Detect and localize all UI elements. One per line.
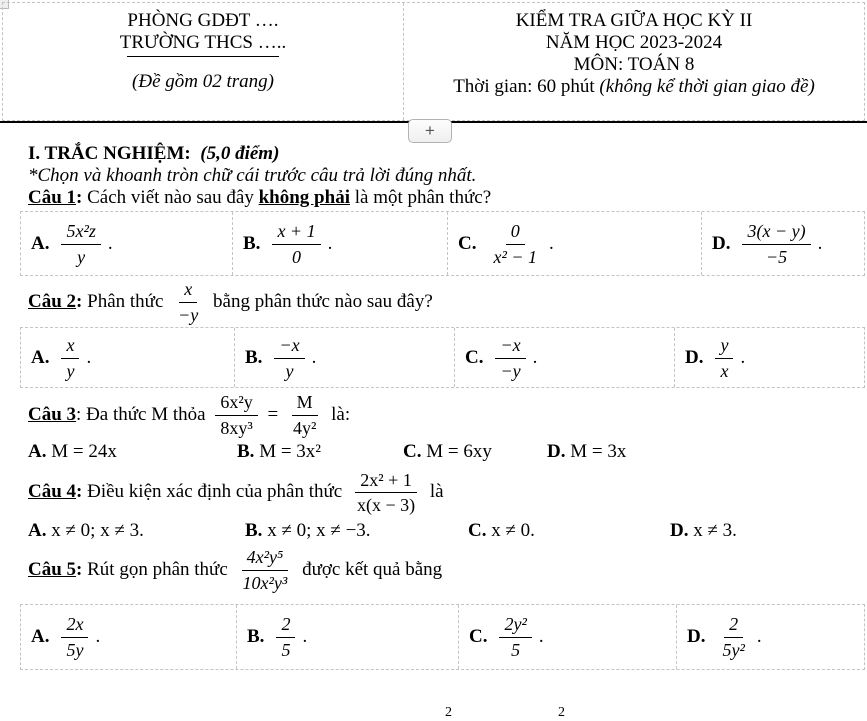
q2-option-c: C. $\frac{-x}{-y}$ . xyxy=(455,328,675,387)
q1-emphasis: không phải xyxy=(258,187,350,208)
q3-option-b: B. M = 3x² xyxy=(237,440,321,462)
q5-answer-table xyxy=(20,604,865,670)
q4-option-c: C. x ≠ 0. xyxy=(468,520,535,542)
answer-letter: D. xyxy=(547,440,566,462)
q5-option-b: B. $\frac{2}{5}$ . xyxy=(237,605,459,669)
q5-option-a: A. $\frac{2x}{5y}$ . xyxy=(21,605,237,669)
answer-letter: B. xyxy=(245,520,263,542)
question-2 xyxy=(0,278,867,325)
q3-colon: : xyxy=(76,404,82,426)
q2-label: Câu 2 xyxy=(28,290,77,312)
insert-plus-button[interactable]: + xyxy=(408,119,452,143)
header-underline xyxy=(127,56,279,57)
answer-letter: B. xyxy=(247,625,265,647)
q4-colon: : xyxy=(76,481,83,503)
q3-option-c: C. M = 6xy xyxy=(403,440,492,462)
q3-answer-row xyxy=(0,441,867,463)
fraction: $\frac{2}{\text{5y²}}$ xyxy=(722,613,745,660)
answer-letter: B. xyxy=(237,440,255,462)
q2-text-post: bằng phân thức nào sau đây? xyxy=(208,290,433,312)
q3-option-d: D. M = 3x xyxy=(547,440,627,462)
q2-option-a: A. $\frac{x}{y}$ . xyxy=(21,328,235,387)
time-italic: (không kể thời gian giao đề) xyxy=(599,76,815,97)
department-line: PHÒNG GDĐT …. xyxy=(127,10,279,31)
q5-option-d: D. $\frac{2}{\text{5y²}}$ . xyxy=(687,613,762,660)
answer-letter: D. xyxy=(670,520,689,542)
q1-option-c: C. $\frac{0}{\text{x² − 1}}$ . xyxy=(448,212,702,275)
q5-colon: : xyxy=(76,558,83,580)
clipped-glyph: 2 xyxy=(445,705,452,720)
q1-label: Câu 1 xyxy=(28,187,77,208)
question-5 xyxy=(0,546,867,593)
fraction: $\frac{2x}{5y}$ xyxy=(61,613,88,660)
header-right-cell xyxy=(404,3,864,120)
section-heading xyxy=(0,143,867,165)
answer-letter: C. xyxy=(468,520,487,542)
fraction: $\frac{\text{4x²y⁵}}{\text{10x²y³}}$ xyxy=(242,547,288,593)
answer-letter: C. xyxy=(465,346,484,368)
question-4 xyxy=(0,469,867,516)
fraction: $\frac{3(x - y)}{-5}$ xyxy=(742,220,810,267)
answer-letter: C. xyxy=(403,440,422,462)
section-points: (5,0 điểm) xyxy=(195,143,280,164)
q5-text-pre: Rút gọn phân thức xyxy=(82,558,233,580)
answer-letter: A. xyxy=(28,520,47,542)
q1-colon: : xyxy=(76,187,83,208)
q5-text-post: được kết quả bằng xyxy=(297,558,443,580)
q4-text-post: là xyxy=(425,481,444,503)
answer-letter: A. xyxy=(28,440,47,462)
equals-sign: = xyxy=(262,404,283,426)
fraction: $\frac{y}{x}$ xyxy=(715,334,733,381)
pages-note: (Đề gồm 02 trang) xyxy=(132,71,274,92)
fraction: $\frac{x}{-y}$ xyxy=(178,279,199,325)
answer-letter: B. xyxy=(245,346,263,368)
answer-letter: A. xyxy=(31,232,50,254)
answer-letter: D. xyxy=(687,625,706,647)
q1-option-b: B. $\frac{x + 1}{0}$ . xyxy=(233,212,448,275)
q2-answer-table xyxy=(20,327,865,388)
fraction: $\frac{\text{6x²y}}{\text{8xy³}}$ xyxy=(215,391,257,438)
clipped-next-line xyxy=(0,704,867,720)
answer-letter: D. xyxy=(685,346,704,368)
q4-option-b: B. x ≠ 0; x ≠ −3. xyxy=(245,520,371,542)
q1-text-post: là một phân thức? xyxy=(349,187,492,208)
school-line: TRƯỜNG THCS ….. xyxy=(119,32,287,53)
exam-title: KIỂM TRA GIỮA HỌC KỲ II xyxy=(515,10,753,31)
q4-label: Câu 4 xyxy=(28,481,77,503)
fraction: $\frac{0}{\text{x² − 1}}$ xyxy=(493,220,538,267)
header-left-cell xyxy=(3,3,404,120)
q1-option-d: D. $\frac{3(x - y)}{-5}$ . xyxy=(712,220,823,267)
q1-text-pre: Cách viết nào sau đây xyxy=(82,187,259,208)
school-year: NĂM HỌC 2023-2024 xyxy=(545,32,723,53)
q3-text-post: là: xyxy=(326,404,351,426)
clipped-glyph: 2 xyxy=(558,705,565,720)
q5-label: Câu 5 xyxy=(28,558,77,580)
q2-text-pre: Phân thức xyxy=(82,290,169,312)
answer-letter: A. xyxy=(31,625,50,647)
fraction: $\frac{x}{y}$ xyxy=(61,334,79,381)
fraction: $\frac{-x}{-y}$ xyxy=(495,334,525,381)
q3-label: Câu 3 xyxy=(28,404,77,426)
fraction: $\frac{\text{5x²z}}{y}$ xyxy=(61,220,100,267)
q4-option-a: A. x ≠ 0; x ≠ 3. xyxy=(28,520,144,542)
answer-letter: D. xyxy=(712,232,731,254)
fraction: $\frac{2}{5}$ xyxy=(276,613,295,660)
instruction-note: *Chọn và khoanh tròn chữ cái trước câu trả lời đúng nhất. xyxy=(28,165,477,186)
q2-option-b: B. $\frac{-x}{y}$ . xyxy=(235,328,455,387)
q2-option-d: D. $\frac{y}{x}$ . xyxy=(685,335,746,381)
q5-option-c: C. $\frac{\text{2y²}}{5}$ . xyxy=(459,605,677,669)
q4-answer-row xyxy=(0,520,867,542)
answer-letter: C. xyxy=(458,232,477,254)
time-normal: Thời gian: 60 phút xyxy=(453,76,600,97)
section-title: I. TRẮC NGHIỆM: xyxy=(28,143,196,164)
exam-header-table xyxy=(2,2,865,121)
q4-text-pre: Điều kiện xác định của phân thức xyxy=(82,481,347,503)
answer-letter: C. xyxy=(469,625,488,647)
q1-option-a: A. $\frac{\text{5x²z}}{y}$ . xyxy=(21,212,233,275)
q1-answer-table xyxy=(20,211,865,276)
fraction: $\frac{\text{2y²}}{5}$ xyxy=(499,613,531,660)
fraction: $\frac{-x}{y}$ xyxy=(274,334,304,381)
fraction: $\frac{\text{2x² + 1}}{x(x - 3)}$ xyxy=(356,469,416,516)
answer-letter: B. xyxy=(243,232,261,254)
fraction: $\frac{x + 1}{0}$ xyxy=(272,220,320,267)
q2-colon: : xyxy=(76,290,83,312)
answer-letter: A. xyxy=(31,346,50,368)
exam-body xyxy=(0,141,867,670)
q3-text-pre: Đa thức M thỏa xyxy=(81,404,211,426)
question-3 xyxy=(0,391,867,438)
time-line xyxy=(404,76,864,98)
q3-option-a: A. M = 24x xyxy=(28,440,117,462)
fraction: $\frac{M}{\text{4y²}}$ xyxy=(292,392,317,439)
question-1 xyxy=(0,187,867,209)
subject-line: MÔN: TOÁN 8 xyxy=(573,54,695,75)
q4-option-d: D. x ≠ 3. xyxy=(670,520,737,542)
